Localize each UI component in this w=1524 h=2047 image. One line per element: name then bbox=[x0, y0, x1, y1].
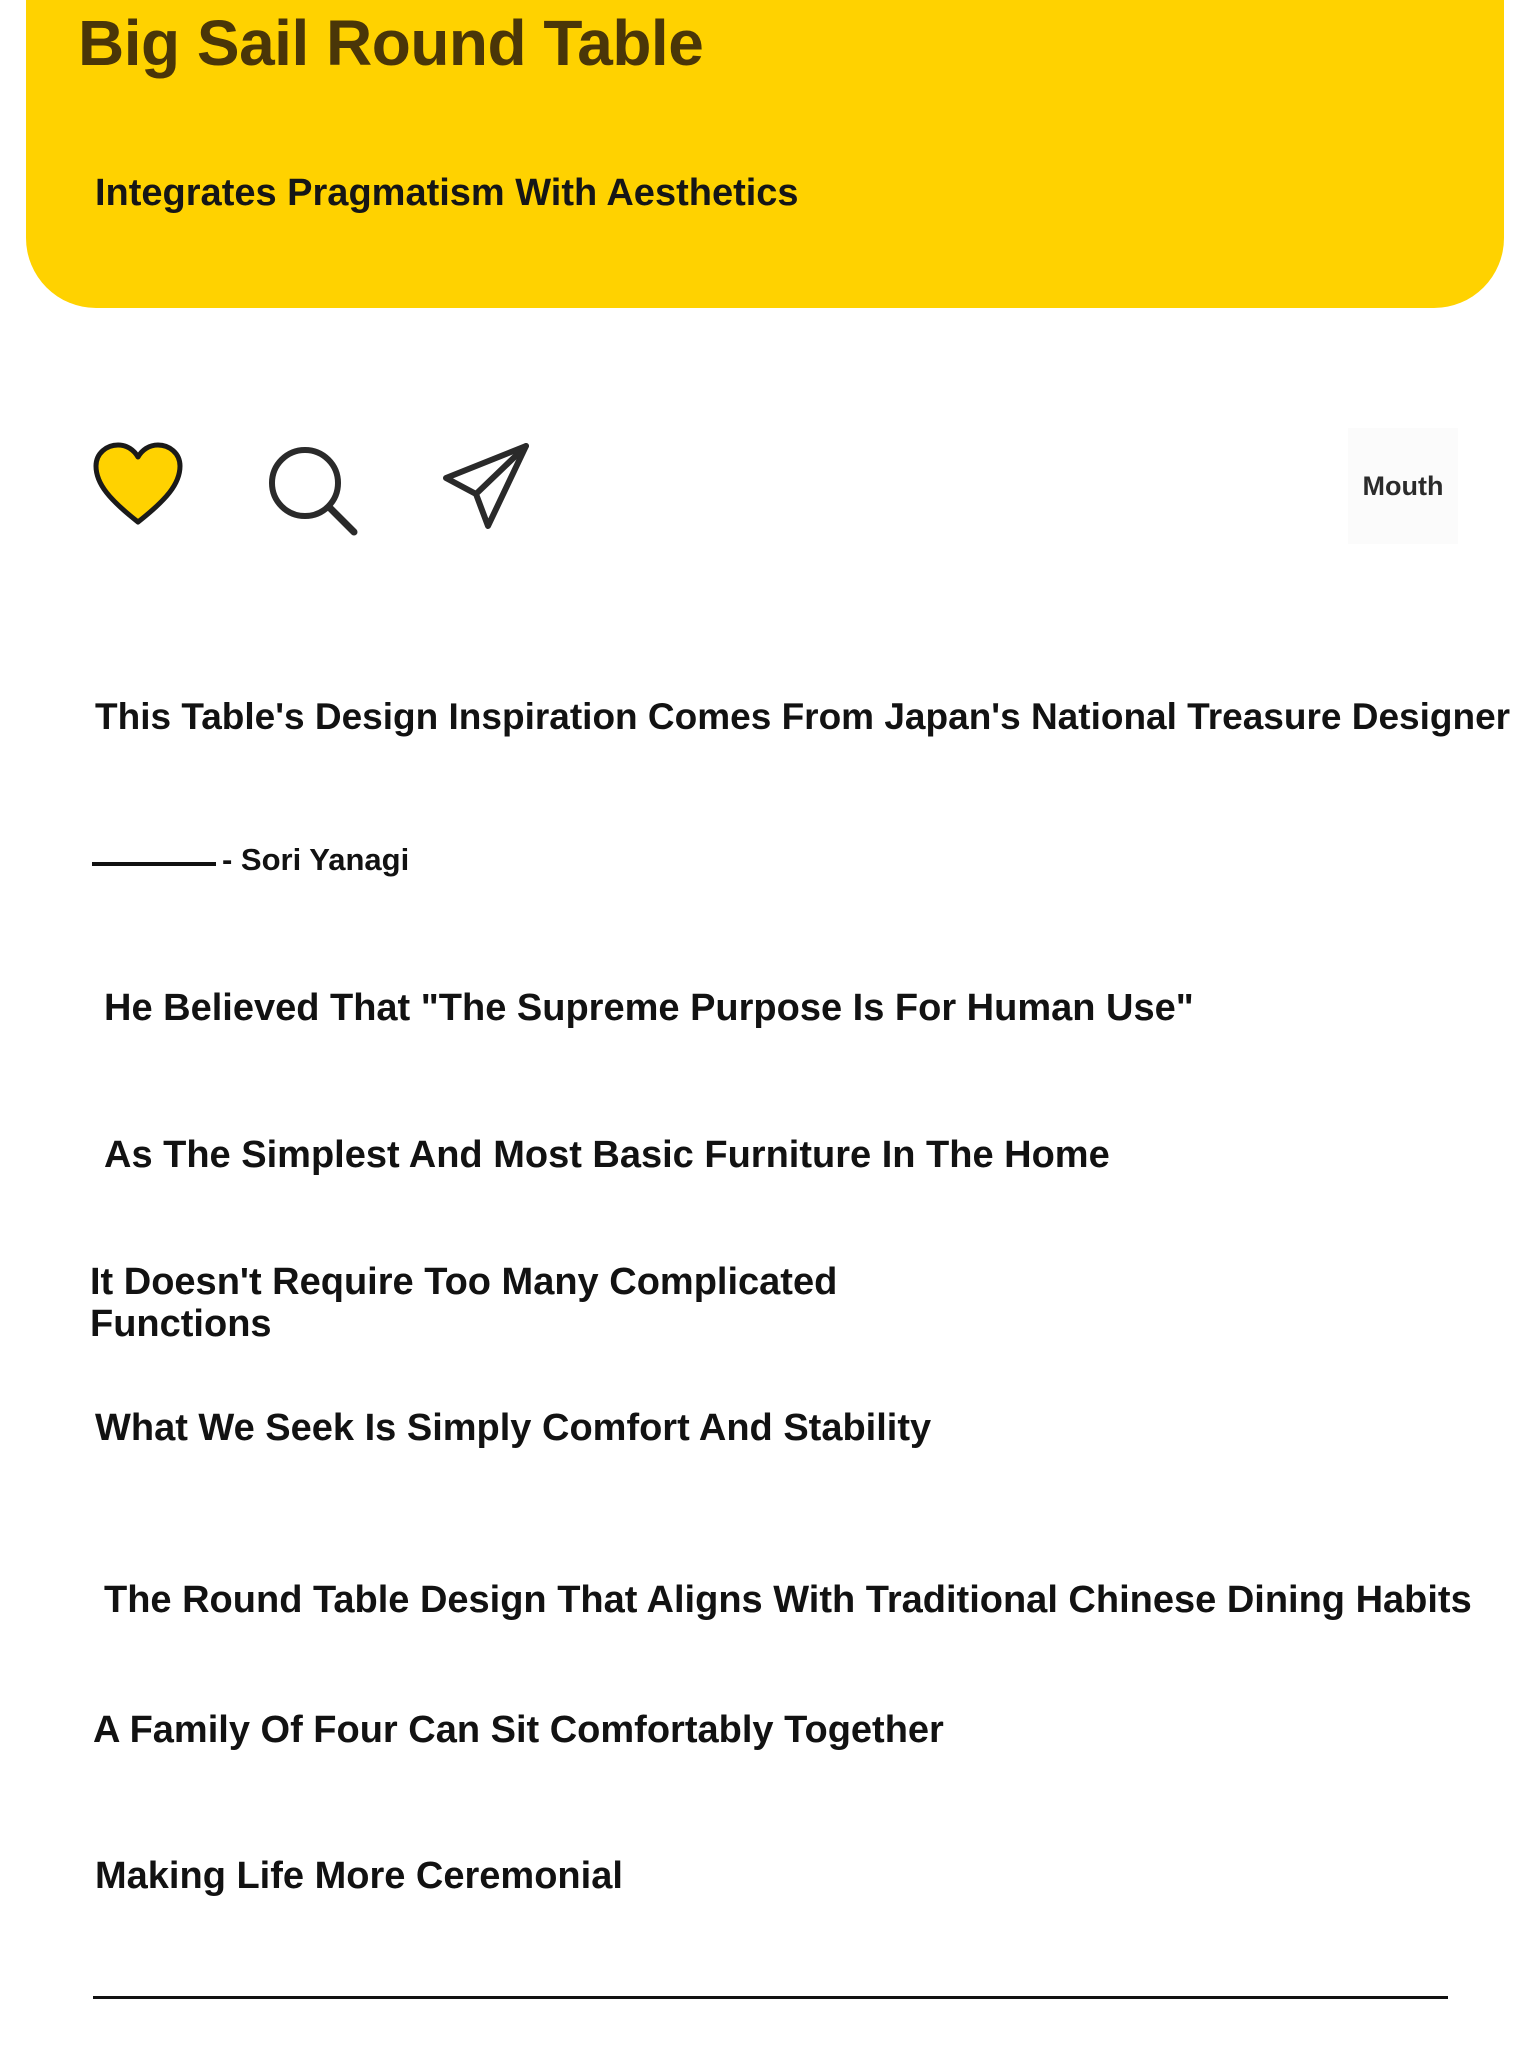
inspiration-text: This Table's Design Inspiration Comes From Japan's National Treasure Designer bbox=[95, 696, 1511, 737]
page-title: Big Sail Round Table bbox=[78, 7, 704, 79]
mouth-tag-button[interactable]: Mouth bbox=[1348, 428, 1458, 544]
round-table-text: The Round Table Design That Aligns With Traditional Chinese Dining Habits bbox=[104, 1579, 1472, 1621]
comfort-text: What We Seek Is Simply Comfort And Stability bbox=[95, 1407, 932, 1449]
send-icon[interactable] bbox=[440, 440, 532, 532]
family-text: A Family Of Four Can Sit Comfortably Together bbox=[93, 1709, 944, 1751]
ceremonial-text: Making Life More Ceremonial bbox=[95, 1855, 623, 1897]
simplest-furniture-text: As The Simplest And Most Basic Furniture In The Home bbox=[104, 1134, 1110, 1176]
bottom-divider bbox=[93, 1996, 1448, 1999]
functions-text: It Doesn't Require Too Many Complicated Functions bbox=[90, 1261, 838, 1345]
author-line bbox=[92, 842, 409, 878]
search-icon[interactable] bbox=[262, 440, 362, 540]
author-name: - Sori Yanagi bbox=[222, 842, 410, 877]
belief-text: He Believed That "The Supreme Purpose Is For Human Use" bbox=[104, 987, 1194, 1029]
page-subtitle: Integrates Pragmatism With Aesthetics bbox=[95, 172, 799, 214]
heart-icon[interactable] bbox=[90, 440, 186, 530]
author-dash-divider bbox=[92, 862, 216, 866]
